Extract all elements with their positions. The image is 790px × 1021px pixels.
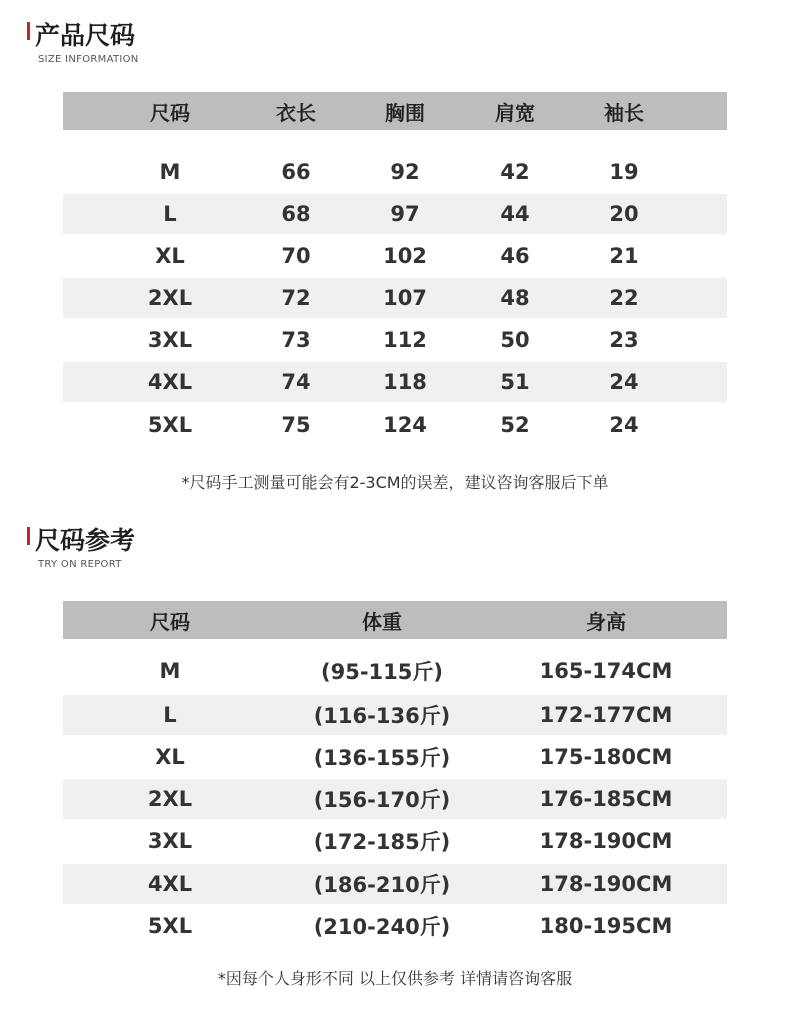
header-sleeve: 袖长 xyxy=(604,100,644,125)
cell-sleeve: 20 xyxy=(609,202,639,226)
cell-height: 176-185CM xyxy=(539,787,673,811)
cell-sleeve: 21 xyxy=(609,244,639,268)
reference-note: *因每个人身形不同 以上仅供参考 详情请咨询客服 xyxy=(217,969,573,988)
size-info-subtitle: SIZE INFORMATION xyxy=(38,54,139,65)
table-row xyxy=(63,695,727,735)
cell-weight: (156-170斤) xyxy=(313,788,451,812)
cell-size: 4XL xyxy=(147,370,193,394)
cell-shoulder: 50 xyxy=(500,328,530,352)
size-info-table-header xyxy=(63,92,727,130)
cell-height: 180-195CM xyxy=(539,914,673,938)
cell-size: 5XL xyxy=(147,914,193,938)
cell-sleeve: 22 xyxy=(609,286,639,310)
table-row xyxy=(63,362,727,402)
cell-height: 165-174CM xyxy=(539,659,673,683)
cell-sleeve: 19 xyxy=(609,160,639,184)
cell-sleeve: 24 xyxy=(609,370,639,394)
cell-length: 68 xyxy=(281,202,311,226)
cell-chest: 112 xyxy=(383,328,427,352)
header-height: 身高 xyxy=(586,609,626,634)
table-row xyxy=(63,236,727,276)
header-weight: 体重 xyxy=(362,609,402,634)
table-row xyxy=(63,737,727,777)
header-shoulder: 肩宽 xyxy=(495,100,535,125)
try-on-table-header xyxy=(63,601,727,639)
table-row xyxy=(63,152,727,192)
heading-accent-bar xyxy=(27,527,30,545)
size-info-table xyxy=(63,92,727,452)
cell-weight: (210-240斤) xyxy=(313,915,451,939)
measurement-note: *尺码手工测量可能会有2-3CM的误差，建议咨询客服后下单 xyxy=(181,473,609,492)
cell-size: 3XL xyxy=(147,328,193,352)
try-on-subtitle: TRY ON REPORT xyxy=(38,559,122,570)
cell-weight: (172-185斤) xyxy=(313,830,451,854)
cell-chest: 97 xyxy=(390,202,420,226)
cell-weight: (136-155斤) xyxy=(313,746,451,770)
cell-chest: 118 xyxy=(383,370,427,394)
cell-chest: 102 xyxy=(383,244,427,268)
cell-size: L xyxy=(163,703,177,727)
cell-sleeve: 24 xyxy=(609,413,639,437)
cell-size: M xyxy=(159,160,181,184)
heading-accent-bar xyxy=(27,22,30,40)
table-row xyxy=(63,405,727,445)
cell-shoulder: 52 xyxy=(500,413,530,437)
cell-size: M xyxy=(159,659,181,683)
cell-shoulder: 51 xyxy=(500,370,530,394)
cell-length: 70 xyxy=(281,244,311,268)
cell-height: 172-177CM xyxy=(539,703,673,727)
cell-shoulder: 42 xyxy=(500,160,530,184)
table-row xyxy=(63,320,727,360)
table-row xyxy=(63,779,727,819)
cell-length: 72 xyxy=(281,286,311,310)
table-row xyxy=(63,194,727,234)
table-row xyxy=(63,821,727,861)
table-row xyxy=(63,906,727,946)
table-row xyxy=(63,864,727,904)
try-on-table xyxy=(63,601,727,951)
cell-chest: 107 xyxy=(383,286,427,310)
cell-chest: 124 xyxy=(383,413,427,437)
cell-shoulder: 48 xyxy=(500,286,530,310)
try-on-title: 尺码参考 xyxy=(35,526,136,555)
cell-weight: (95-115斤) xyxy=(321,660,443,684)
cell-height: 178-190CM xyxy=(539,829,673,853)
cell-length: 75 xyxy=(281,413,311,437)
cell-shoulder: 46 xyxy=(500,244,530,268)
header-size: 尺码 xyxy=(150,609,190,634)
cell-length: 73 xyxy=(281,328,311,352)
cell-shoulder: 44 xyxy=(500,202,530,226)
cell-length: 66 xyxy=(281,160,311,184)
cell-size: 3XL xyxy=(147,829,193,853)
cell-size: XL xyxy=(155,745,185,769)
header-chest: 胸围 xyxy=(385,100,425,125)
cell-length: 74 xyxy=(281,370,311,394)
cell-weight: (186-210斤) xyxy=(313,873,451,897)
table-row xyxy=(63,651,727,691)
cell-height: 178-190CM xyxy=(539,872,673,896)
cell-size: XL xyxy=(155,244,185,268)
cell-size: 2XL xyxy=(147,286,193,310)
cell-size: L xyxy=(163,202,177,226)
header-size: 尺码 xyxy=(150,100,190,125)
cell-size: 2XL xyxy=(147,787,193,811)
cell-height: 175-180CM xyxy=(539,745,673,769)
cell-size: 5XL xyxy=(147,413,193,437)
table-row xyxy=(63,278,727,318)
cell-chest: 92 xyxy=(390,160,420,184)
cell-sleeve: 23 xyxy=(609,328,639,352)
size-info-title: 产品尺码 xyxy=(35,21,136,50)
header-length: 衣长 xyxy=(276,100,316,125)
cell-weight: (116-136斤) xyxy=(313,704,451,728)
cell-size: 4XL xyxy=(147,872,193,896)
